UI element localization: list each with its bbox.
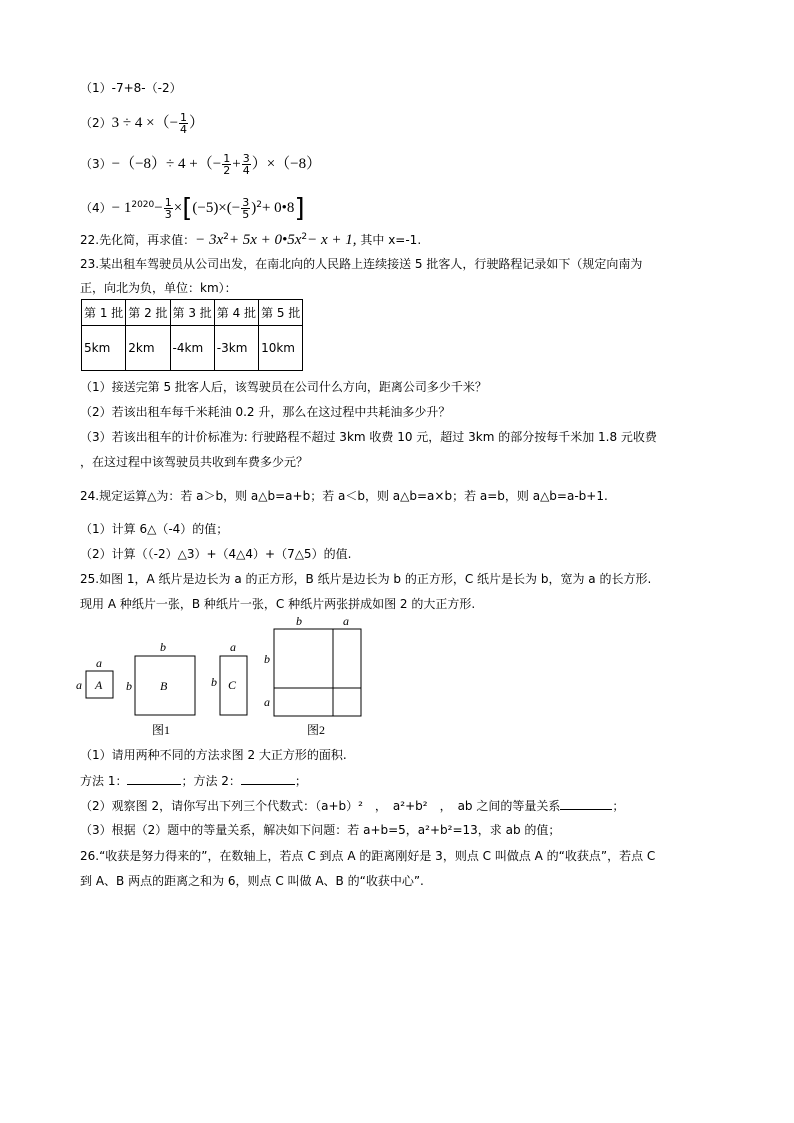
table-cell: -4km — [170, 326, 214, 371]
q21-part4-a: − 1 — [111, 200, 132, 216]
table-cell: 5km — [82, 326, 126, 371]
methods-end: ； — [294, 774, 307, 788]
q26-line2: 到 A、B 两点的距离之和为 6，则点 C 叫做 A、B 的“收获中心”. — [80, 874, 424, 888]
big-square-top-b-label: b — [296, 614, 302, 628]
table-cell: 2km — [126, 326, 170, 371]
rectangle-c-left-label: b — [211, 675, 217, 689]
table-cell: 10km — [259, 326, 303, 371]
fraction-numerator: 3 — [242, 196, 250, 209]
rectangle-c-top-label: a — [230, 640, 236, 654]
q25-sub2-text: （2）观察图 2，请你写出下列三个代数式：（a+b）² ， a²+b² ， ab 之间的等量关系 — [80, 799, 561, 813]
q25-sub1: （1）请用两种不同的方法求图 2 大正方形的面积. — [80, 748, 347, 762]
square-a-left-label: a — [76, 678, 82, 692]
table-header-cell: 第 2 批 — [126, 300, 170, 326]
q24-rule: 24.规定运算△为：若 a＞b，则 a△b=a+b；若 a＜b，则 a△b=a×b；若 a=b，则 a△b=a-b+1. — [80, 489, 608, 503]
q22-expr-a: − 3x — [195, 232, 224, 248]
fraction-denominator: 4 — [242, 164, 250, 177]
q21-part3-expr-b: ）×（−8） — [251, 156, 322, 172]
fraction-numerator: 1 — [164, 196, 172, 209]
q21-part4-c: × — [173, 200, 183, 216]
table-cell: -3km — [214, 326, 258, 371]
q25-sub2-end: ； — [612, 799, 625, 813]
fraction-numerator: 3 — [242, 152, 250, 165]
big-square-shape — [274, 629, 361, 716]
q21-part1: （1）-7+8-（-2） — [80, 81, 182, 95]
table-header-cell: 第 4 批 — [214, 300, 258, 326]
q22-expr-c: − x + 1, — [307, 232, 357, 248]
figure2-caption: 图2 — [307, 723, 326, 737]
q22-square1: 2 — [223, 232, 229, 242]
q21-part3-label: （3） — [80, 157, 112, 171]
q21-part2-expr-b: ） — [189, 115, 205, 131]
q22-lead: 22.先化简，再求值： — [80, 233, 196, 247]
table-header-cell: 第 1 批 — [82, 300, 126, 326]
q22-square2: 2 — [301, 232, 308, 242]
method1-label: 方法 1： — [80, 774, 128, 788]
fraction-numerator: 1 — [180, 111, 188, 124]
q23-sub2: （2）若该出租车每千米耗油 0.2 升，那么在这过程中共耗油多少升？ — [80, 405, 451, 419]
q21-part3-expr-a: −（−8）÷ 4 +（− — [111, 156, 222, 172]
q22-tail: 其中 x=-1. — [356, 233, 422, 247]
fraction-denominator: 3 — [164, 208, 172, 221]
q25-line2: 现用 A 种纸片一张，B 种纸片一张，C 种纸片两张拼成如图 2 的大正方形. — [80, 597, 476, 611]
square-b-left-label: b — [126, 679, 132, 693]
fraction-numerator: 1 — [223, 152, 231, 165]
q25-sub3: （3）根据（2）题中的等量关系，解决如下问题：若 a+b=5，a²+b²=13，求 ab 的值； — [80, 823, 561, 837]
q23-sub1: （1）接送完第 5 批客人后，该驾驶员在公司什么方向，距离公司多少千米？ — [80, 380, 487, 394]
table-header-cell: 第 3 批 — [170, 300, 214, 326]
q21-part4-b: − — [154, 200, 163, 216]
relation-blank[interactable] — [560, 797, 612, 810]
q21-part4-d: (−5)×(− — [192, 200, 241, 216]
fraction-denominator: 2 — [223, 164, 231, 177]
figure1-caption: 图1 — [152, 723, 171, 737]
q22-expr-b: + 5x + 0•5x — [228, 232, 302, 248]
fraction-denominator: 5 — [242, 208, 250, 221]
big-square-left-a-label: a — [264, 695, 270, 709]
fraction-denominator: 4 — [180, 123, 188, 136]
q24-sub2: （2）计算（（-2）△3）+（4△4）+（7△5）的值. — [80, 547, 352, 561]
square-b-name: B — [160, 679, 168, 693]
q21-part4-right-bracket: ] — [294, 193, 305, 224]
q21-part4-square: 2 — [256, 200, 262, 210]
q23-sub3-line1: （3）若该出租车的计价标准为: 行驶路程不超过 3km 收费 10 元，超过 3km 的部分按每千米加 1.8 元收费 — [80, 430, 657, 444]
q23-line1: 23.某出租车驾驶员从公司出发，在南北向的人民路上连续接送 5 批客人，行驶路程记录如下（规定向南为 — [80, 257, 643, 271]
q21-part4-exponent: 2020 — [131, 200, 155, 210]
method1-blank[interactable] — [127, 772, 181, 785]
table-header-cell: 第 5 批 — [259, 300, 303, 326]
method2-label: ；方法 2： — [181, 774, 241, 788]
q25-line1: 25.如图 1，A 纸片是边长为 a 的正方形，B 纸片是边长为 b 的正方形，C 纸片是长为 b，宽为 a 的长方形. — [80, 572, 652, 586]
q23-sub3-line2: ，在这过程中该驾驶员共收到车费多少元？ — [80, 455, 309, 469]
q25-methods — [80, 772, 307, 789]
q21-part4-f: + 0•8 — [261, 200, 295, 216]
q21-part2-expr-a: 3 ÷ 4 ×（− — [111, 115, 179, 131]
rectangle-c-name: C — [228, 678, 237, 692]
big-square-left-b-label: b — [264, 652, 270, 666]
method2-blank[interactable] — [241, 772, 295, 785]
square-b-top-label: b — [160, 640, 166, 654]
q23-line2: 正，向北为负，单位：km）： — [80, 281, 237, 295]
square-a-name: A — [95, 678, 103, 692]
q21-part2-label: （2） — [80, 116, 112, 130]
q24-sub1: （1）计算 6△（-4）的值； — [80, 522, 229, 536]
square-a-top-label: a — [96, 656, 102, 670]
q26-line1: 26.“收获是努力得来的”，在数轴上，若点 C 到点 A 的距离刚好是 3，则点 C 叫做点 A 的“收获点”，若点 C — [80, 849, 656, 863]
q21-part4-left-bracket: [ — [182, 193, 193, 224]
q21-part4-label: （4） — [80, 201, 112, 215]
q21-part4-e: ) — [251, 200, 257, 216]
q25-sub2 — [80, 797, 624, 814]
q21-part3-plus: + — [232, 156, 241, 172]
big-square-top-a-label: a — [343, 614, 349, 628]
